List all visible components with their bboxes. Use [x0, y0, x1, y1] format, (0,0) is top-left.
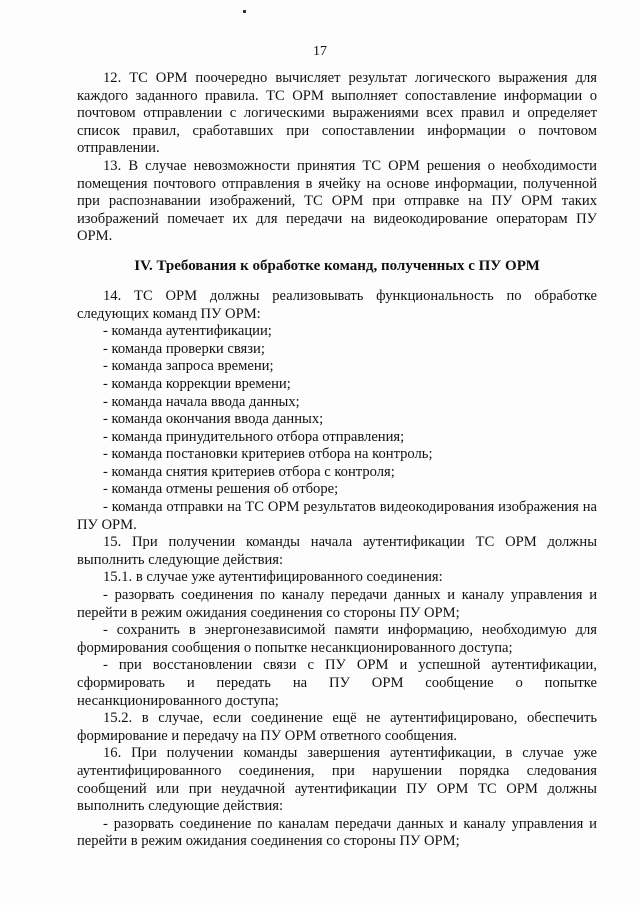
paragraph-13: 13. В случае невозможности принятия ТС ОРМ решения о необходимости помещения почтового отправления в ячейку на основе информации, полученной при распознавании изображений, ТС ОРМ при отправке на ПУ ОРМ таких изображений помечает их для передачи на видеокодирование операторам ПУ ОРМ. — [77, 157, 597, 245]
list-item: - команда запроса времени; — [103, 358, 274, 375]
section-heading: IV. Требования к обработке команд, полученных с ПУ ОРМ — [134, 257, 540, 274]
list-item: - сохранить в энергонезависимой памяти информацию, необходимую для формирования сообщения о попытке несанкционированного доступа; — [77, 622, 597, 656]
list-item: - команда проверки связи; — [103, 340, 265, 357]
paragraph-14: 14. ТС ОРМ должны реализовывать функциональность по обработке следующих команд ПУ ОРМ: — [77, 287, 597, 322]
list-item: - разорвать соединения по каналу передачи данных и каналу управления и перейти в режим ожидания соединения со стороны ПУ ОРМ; — [77, 587, 597, 621]
list-item: - команда снятия критериев отбора с контроля; — [103, 463, 395, 480]
paragraph-16: 16. При получении команды завершения аутентификации, в случае уже аутентифицированного соединения, при нарушении порядка следования сообщений или при неудачной аутентификации ПУ ОРМ ТС ОРМ должны выполнить следующие действия: — [77, 745, 597, 815]
paragraph-15: 15. При получении команды начала аутентификации ТС ОРМ должны выполнить следующие действия: — [77, 534, 597, 568]
list-item: - команда отправки на ТС ОРМ результатов видеокодирования изображения на ПУ ОРМ. — [77, 499, 597, 533]
list-item: - команда аутентификации; — [103, 323, 272, 340]
list-item: - при восстановлении связи с ПУ ОРМ и успешной аутентификации, сформировать и передать на ПУ ОРМ сообщение о попытке несанкционированного доступа; — [77, 657, 597, 709]
list-item: - команда окончания ввода данных; — [103, 411, 324, 428]
list-item: - команда принудительного отбора отправления; — [103, 428, 405, 445]
page-content — [77, 70, 597, 851]
command-list — [77, 323, 597, 534]
list-item: - команда начала ввода данных; — [103, 393, 300, 410]
list-item: - команда постановки критериев отбора на контроль; — [103, 446, 433, 463]
list-item: - разорвать соединение по каналам передачи данных и каналу управления и перейти в режим ожидания соединения со стороны ПУ ОРМ; — [77, 815, 597, 850]
scan-dot — [243, 10, 246, 13]
list-item: - команда отмены решения об отборе; — [103, 481, 339, 498]
subparagraph-15-2: 15.2. в случае, если соединение ещё не аутентифицировано, обеспечить формирование и передачу на ПУ ОРМ ответного сообщения. — [77, 710, 597, 744]
paragraph-12: 12. ТС ОРМ поочередно вычисляет результат логического выражения для каждого заданного правила. ТС ОРМ выполняет сопоставление информации о почтовом отправлении с логическими выражениями всех правил и определяет список правил, сработавших при сопоставлении информации о почтовом отправлении. — [77, 70, 597, 157]
subparagraph-15-1: 15.1. в случае уже аутентифицированного соединения: — [103, 569, 443, 586]
list-item: - команда коррекции времени; — [103, 375, 291, 392]
page-number: 17 — [313, 44, 327, 59]
